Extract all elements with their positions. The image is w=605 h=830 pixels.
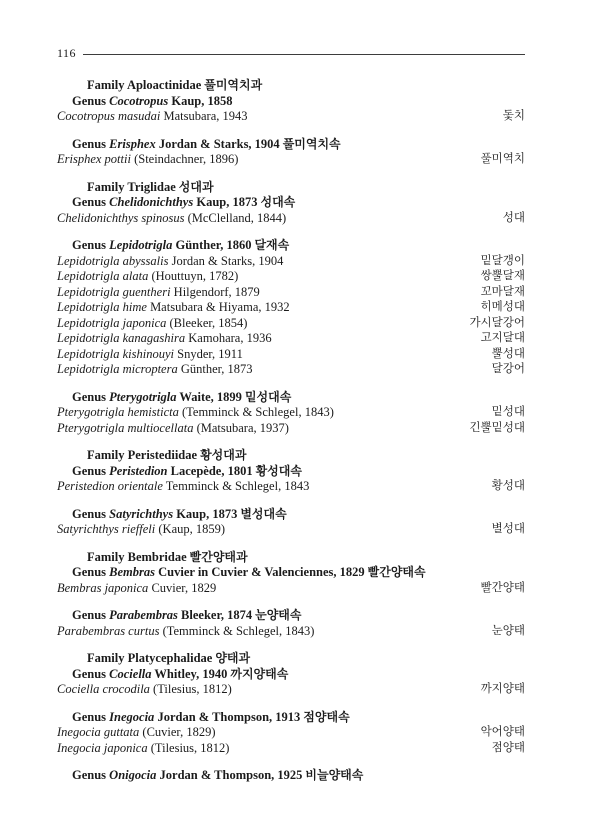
author-year: Kaup, 1873 xyxy=(173,506,238,521)
rank-prefix: Family xyxy=(87,78,127,92)
korean-taxon-name: 빨간양태속 xyxy=(364,565,426,579)
korean-taxon-name: 비늘양태속 xyxy=(302,768,364,782)
author-year: Lacepède, 1801 xyxy=(167,463,253,478)
author-year: Bleeker, 1874 xyxy=(177,608,253,622)
family-row xyxy=(57,448,525,464)
korean-name: 까지양태 xyxy=(480,683,525,695)
author-year: (Kaup, 1859) xyxy=(155,522,226,536)
scientific-name: Parabembras xyxy=(109,608,178,622)
author-year: (Steindachner, 1896) xyxy=(130,152,239,166)
korean-taxon-name: 양태과 xyxy=(212,651,251,665)
taxon-text xyxy=(72,507,287,521)
rank-prefix: Genus xyxy=(72,195,110,209)
korean-name: 뿔성대 xyxy=(491,347,525,360)
scientific-name: Peristediidae xyxy=(127,448,198,462)
korean-name: 꼬마달재 xyxy=(480,285,525,298)
taxon-text xyxy=(57,581,216,595)
rank-prefix: Genus xyxy=(72,136,110,151)
korean-taxon-name: 달재속 xyxy=(251,238,290,252)
author-year: Kaup, 1858 xyxy=(168,93,233,108)
author-year: (Tilesius, 1812) xyxy=(147,740,230,755)
author-year: Whitley, 1940 xyxy=(151,666,228,681)
taxon-text xyxy=(57,316,247,330)
genus-row xyxy=(57,710,525,726)
taxon-text xyxy=(57,682,232,696)
author-year: Cuvier in Cuvier & Valenciennes, 1829 xyxy=(155,565,365,579)
korean-taxon-name: 성대과 xyxy=(175,179,214,194)
author-year: (Tilesius, 1812) xyxy=(149,682,232,696)
species-row xyxy=(57,285,525,301)
rank-prefix: Genus xyxy=(72,506,110,521)
taxon-text xyxy=(57,254,283,268)
taxon-text xyxy=(57,741,229,755)
taxon-text xyxy=(57,331,272,345)
genus-row xyxy=(57,608,525,624)
author-year: (Cuvier, 1829) xyxy=(139,725,216,739)
scientific-name: Platycephalidae xyxy=(127,651,213,665)
scientific-name: Pterygotrigla hemisticta xyxy=(57,405,179,419)
species-row xyxy=(57,211,525,227)
scientific-name: Lepidotrigla kanagashira xyxy=(57,331,186,345)
genus-row xyxy=(57,94,525,110)
scientific-name: Satyrichthys rieffeli xyxy=(57,522,156,536)
species-row xyxy=(57,479,525,495)
taxon-text xyxy=(57,300,290,314)
korean-name: 쌍뿔달재 xyxy=(480,270,525,282)
author-year: Matsubara & Hiyama, 1932 xyxy=(146,300,290,314)
scientific-name: Cocotropus xyxy=(109,93,169,108)
taxon-text xyxy=(57,362,253,376)
taxon-text xyxy=(87,180,214,194)
species-row xyxy=(57,331,525,347)
korean-name: 달강어 xyxy=(491,363,525,375)
author-year: Günther, 1873 xyxy=(177,362,253,376)
taxon-text xyxy=(57,725,216,739)
scientific-name: Inegocia guttata xyxy=(57,725,140,739)
species-row xyxy=(57,109,525,125)
author-year: Kamohara, 1936 xyxy=(185,331,272,345)
korean-name: 황성대 xyxy=(491,480,525,492)
scientific-name: Lepidotrigla hime xyxy=(57,300,147,314)
scientific-name: Cociella xyxy=(109,666,152,681)
taxon-text xyxy=(72,137,341,151)
scientific-name: Peristedion xyxy=(109,463,168,478)
species-row xyxy=(57,362,525,378)
family-row xyxy=(57,550,525,566)
scientific-name: Erisphex xyxy=(109,136,156,151)
scientific-name: Cocotropus masudai xyxy=(57,109,161,123)
korean-name: 눈양태 xyxy=(491,624,525,637)
rank-prefix: Genus xyxy=(72,565,110,579)
species-row xyxy=(57,152,525,168)
species-row xyxy=(57,741,525,757)
species-row xyxy=(57,522,525,538)
korean-name: 점양태 xyxy=(491,741,525,754)
korean-name: 고지달대 xyxy=(480,332,525,344)
korean-name: 밑달갱이 xyxy=(480,254,525,267)
scientific-name: Pterygotrigla multiocellata xyxy=(57,420,194,435)
scientific-name: Peristedion orientale xyxy=(57,479,163,493)
korean-taxon-name: 눈양태속 xyxy=(252,608,302,622)
taxon-text xyxy=(72,464,302,478)
taxon-text xyxy=(57,269,238,283)
species-row xyxy=(57,421,525,437)
scientific-name: Inegocia xyxy=(109,709,155,724)
scientific-name: Bembridae xyxy=(127,549,187,564)
page-header xyxy=(57,45,525,62)
taxon-text xyxy=(72,768,363,782)
taxon-text xyxy=(57,347,243,361)
scientific-name: Cociella crocodila xyxy=(57,682,150,696)
scientific-name: Pterygotrigla xyxy=(109,389,177,404)
korean-taxon-name: 황성대속 xyxy=(252,463,302,478)
korean-taxon-name: 점양태속 xyxy=(300,709,350,724)
author-year: Temminck & Schlegel, 1843 xyxy=(162,479,310,493)
species-row xyxy=(57,347,525,363)
author-year: Jordan & Thompson, 1925 xyxy=(156,768,303,782)
author-year: Jordan & Thompson, 1913 xyxy=(154,709,301,724)
scientific-name: Lepidotrigla guentheri xyxy=(57,284,171,299)
species-row xyxy=(57,269,525,285)
scientific-name: Lepidotrigla japonica xyxy=(57,315,167,330)
author-year: Jordan & Starks, 1904 xyxy=(155,136,280,151)
taxon-text xyxy=(72,710,350,724)
rank-prefix: Genus xyxy=(72,389,110,404)
scientific-name: Chelidonichthys spinosus xyxy=(57,210,185,225)
author-year: Cuvier, 1829 xyxy=(148,580,217,595)
taxon-text xyxy=(57,285,260,299)
korean-taxon-name: 성대속 xyxy=(257,195,296,209)
taxon-text xyxy=(72,667,288,681)
scientific-name: Lepidotrigla abyssalis xyxy=(57,253,169,268)
scientific-name: Onigocia xyxy=(109,768,157,782)
scientific-name: Bembras japonica xyxy=(57,580,149,595)
rank-prefix: Genus xyxy=(72,93,110,108)
korean-name: 빨간양태 xyxy=(480,581,525,594)
rank-prefix: Family xyxy=(87,179,128,194)
genus-row xyxy=(57,238,525,254)
scientific-name: Lepidotrigla microptera xyxy=(57,362,178,376)
rank-prefix: Family xyxy=(87,549,128,564)
taxon-text xyxy=(87,448,246,462)
author-year: (McClelland, 1844) xyxy=(184,210,287,225)
korean-taxon-name: 별성대속 xyxy=(237,506,287,521)
korean-taxon-name: 황성대과 xyxy=(197,448,247,462)
page-number: 116 xyxy=(57,46,77,60)
korean-taxon-name: 까지양태속 xyxy=(227,666,289,681)
author-year: Matsubara, 1943 xyxy=(160,109,248,123)
scientific-name: Bembras xyxy=(109,565,156,579)
family-row xyxy=(57,180,525,196)
korean-name: 악어양태 xyxy=(480,726,525,738)
korean-name: 긴뿔밑성대 xyxy=(469,421,525,434)
taxon-text xyxy=(72,608,301,622)
genus-row xyxy=(57,137,525,153)
author-year: (Temminck & Schlegel, 1843) xyxy=(159,623,315,638)
rank-prefix: Family xyxy=(87,448,128,462)
genus-row xyxy=(57,768,525,784)
genus-row xyxy=(57,565,525,581)
scientific-name: Lepidotrigla xyxy=(109,238,173,252)
scientific-name: Satyrichthys xyxy=(109,506,174,521)
species-row xyxy=(57,300,525,316)
taxon-text xyxy=(72,94,232,108)
korean-taxon-name: 풀미역치과 xyxy=(201,78,263,92)
rank-prefix: Genus xyxy=(72,709,110,724)
scientific-name: Triglidae xyxy=(127,179,176,194)
taxon-text xyxy=(87,651,250,665)
genus-row xyxy=(57,390,525,406)
species-row xyxy=(57,725,525,741)
genus-row xyxy=(57,464,525,480)
scientific-name: Lepidotrigla kishinouyi xyxy=(57,346,175,361)
scientific-name: Lepidotrigla alata xyxy=(57,269,149,283)
korean-taxon-name: 풀미역치속 xyxy=(279,136,341,151)
author-year: Snyder, 1911 xyxy=(174,346,243,361)
taxon-text xyxy=(72,195,295,209)
scientific-name: Erisphex pottii xyxy=(57,152,131,166)
family-row xyxy=(57,651,525,667)
scientific-name: Inegocia japonica xyxy=(57,740,148,755)
family-row xyxy=(57,78,525,94)
rank-prefix: Genus xyxy=(72,608,110,622)
rank-prefix: Family xyxy=(87,651,128,665)
taxon-text xyxy=(57,405,334,419)
species-row xyxy=(57,581,525,597)
taxon-text xyxy=(57,109,248,123)
taxon-text xyxy=(57,479,309,493)
author-year: Günther, 1860 xyxy=(172,238,252,252)
species-row xyxy=(57,316,525,332)
scientific-name: Aploactinidae xyxy=(126,78,202,92)
taxon-text xyxy=(57,211,286,225)
author-year: (Temminck & Schlegel, 1843) xyxy=(178,405,334,419)
author-year: Waite, 1899 xyxy=(176,389,242,404)
header-rule xyxy=(83,54,525,55)
scientific-name: Parabembras curtus xyxy=(57,623,160,638)
rank-prefix: Genus xyxy=(72,238,110,252)
species-row xyxy=(57,682,525,698)
species-row xyxy=(57,624,525,640)
korean-name: 성대 xyxy=(502,211,525,224)
taxon-text xyxy=(87,78,262,92)
author-year: Jordan & Starks, 1904 xyxy=(168,253,284,268)
author-year: Kaup, 1873 xyxy=(193,195,258,209)
korean-taxon-name: 밑성대속 xyxy=(241,389,292,404)
scientific-name: Chelidonichthys xyxy=(109,195,194,209)
taxon-text xyxy=(57,624,314,638)
taxon-text xyxy=(57,522,225,536)
rank-prefix: Genus xyxy=(72,768,110,782)
korean-name: 가시달강어 xyxy=(469,316,525,329)
korean-name: 히메성대 xyxy=(480,301,525,313)
korean-name: 돛치 xyxy=(502,110,525,122)
species-row xyxy=(57,254,525,270)
genus-row xyxy=(57,195,525,211)
taxon-text xyxy=(87,550,248,564)
author-year: (Houttuyn, 1782) xyxy=(148,269,239,283)
genus-row xyxy=(57,507,525,523)
korean-name: 밑성대 xyxy=(491,406,525,418)
author-year: (Matsubara, 1937) xyxy=(193,420,289,435)
species-row xyxy=(57,405,525,421)
korean-taxon-name: 빨간양태과 xyxy=(186,549,248,564)
rank-prefix: Genus xyxy=(72,666,110,681)
korean-name: 별성대 xyxy=(491,523,525,535)
author-year: (Bleeker, 1854) xyxy=(166,315,248,330)
taxon-list xyxy=(57,62,525,784)
rank-prefix: Genus xyxy=(72,463,110,478)
korean-name: 풀미역치 xyxy=(480,153,525,165)
genus-row xyxy=(57,667,525,683)
taxon-text xyxy=(72,390,291,404)
taxon-text xyxy=(72,565,426,579)
taxon-text xyxy=(72,238,289,252)
author-year: Hilgendorf, 1879 xyxy=(170,284,260,299)
taxon-text xyxy=(57,152,238,166)
taxon-text xyxy=(57,421,289,435)
